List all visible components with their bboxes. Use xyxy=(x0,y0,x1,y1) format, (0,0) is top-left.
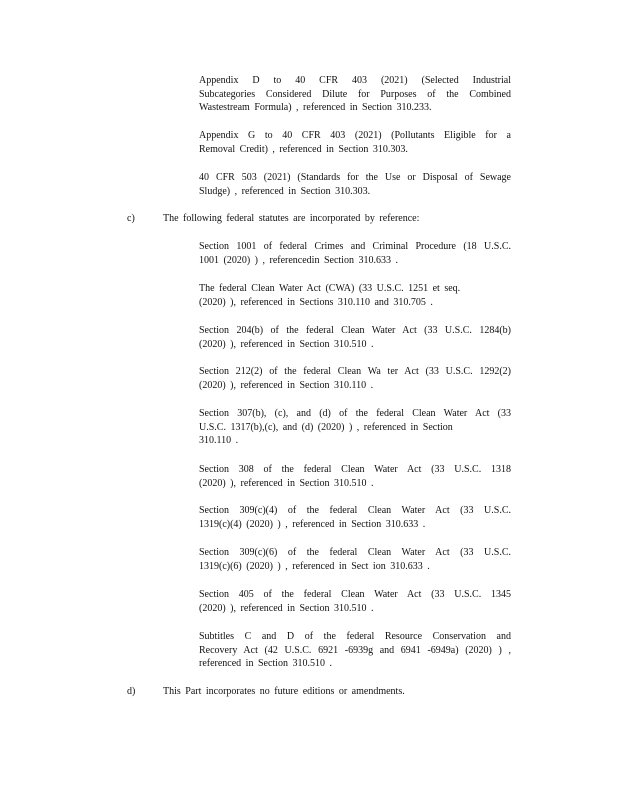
entry-line: (2020) ), referenced in Section 310.510 . xyxy=(199,338,374,350)
entry-line: 1001 (2020) ) , referencedin Section 310.633 . xyxy=(199,254,398,266)
statute-entry-308 xyxy=(199,463,511,490)
entry-line: 40 CFR 503 (2021) (Standards for the Use or Disposal of Sewage xyxy=(199,172,511,183)
part-503-entry xyxy=(199,171,511,198)
entry-line: Subcategories Considered Dilute for Purposes of the Combined xyxy=(199,88,511,100)
entry-line: referenced in Section 310.510 . xyxy=(199,658,332,669)
entry-line: (2020) ), referenced in Section 310.510 . xyxy=(199,602,374,614)
statute-entry-cwa xyxy=(199,282,511,309)
statute-entry-309c6 xyxy=(199,546,511,573)
appendix-g-entry xyxy=(199,129,511,156)
entry-line: 1319(c)(4) (2020) ) , referenced in Section 310.633 . xyxy=(199,518,426,530)
entry-line: (2020) ), referenced in Section 310.510 . xyxy=(199,477,374,489)
entry-line: Section 309(c)(6) of the federal Clean Water Act (33 U.S.C. xyxy=(199,547,511,558)
statute-entry-309c4 xyxy=(199,504,511,531)
entry-line: Removal Credit) , referenced in Section 310.303. xyxy=(199,143,408,155)
entry-line: Section 204(b) of the federal Clean Water Act (33 U.S.C. 1284(b) xyxy=(199,325,511,336)
statute-entry-212-2 xyxy=(199,365,511,392)
entry-line: Recovery Act (42 U.S.C. 6921 -6939g and 6941 -6949a) (2020) ) , xyxy=(199,644,511,656)
statute-entry-204b xyxy=(199,324,511,351)
entry-line: Subtitles C and D of the federal Resource Conservation and xyxy=(199,631,511,642)
entry-line: (2020) ), referenced in Section 310.110 . xyxy=(199,379,374,391)
entry-line: Section 405 of the federal Clean Water Act (33 U.S.C. 1345 xyxy=(199,589,511,600)
statute-entry-405 xyxy=(199,588,511,615)
entry-line: U.S.C. 1317(b),(c), and (d) (2020) ) , referenced in Section xyxy=(199,421,453,433)
statute-entry-rcra xyxy=(199,630,511,671)
entry-line: 310.110 . xyxy=(199,435,239,446)
subsection-d-text: This Part incorporates no future editions or amendments. xyxy=(163,686,405,697)
statute-entry-crimes-procedure xyxy=(199,240,511,267)
subsection-c-intro: The following federal statutes are incorporated by reference: xyxy=(163,213,420,224)
subsection-d-marker: d) xyxy=(127,686,136,697)
entry-line: 1319(c)(6) (2020) ) , referenced in Sect ion 310.633 . xyxy=(199,560,430,572)
subsection-c-marker: c) xyxy=(127,213,135,224)
entry-line: Section 307(b), (c), and (d) of the federal Clean Water Act (33 xyxy=(199,408,511,419)
entry-line: Section 309(c)(4) of the federal Clean Water Act (33 U.S.C. xyxy=(199,505,511,516)
statute-entry-307 xyxy=(199,407,511,448)
entry-line: Appendix G to 40 CFR 403 (2021) (Pollutants Eligible for a xyxy=(199,130,511,141)
entry-line: Section 308 of the federal Clean Water Act (33 U.S.C. 1318 xyxy=(199,464,511,475)
entry-line: (2020) ), referenced in Sections 310.110 and 310.705 . xyxy=(199,296,433,308)
entry-line: The federal Clean Water Act (CWA) (33 U.S.C. 1251 et seq. xyxy=(199,283,461,294)
entry-line: Sludge) , referenced in Section 310.303. xyxy=(199,185,371,197)
entry-line: Appendix D to 40 CFR 403 (2021) (Selected Industrial xyxy=(199,75,511,86)
entry-line: Wastestream Formula) , referenced in Section 310.233. xyxy=(199,102,432,113)
appendix-d-entry xyxy=(199,74,511,115)
entry-line: Section 212(2) of the federal Clean Wa ter Act (33 U.S.C. 1292(2) xyxy=(199,366,511,377)
entry-line: Section 1001 of federal Crimes and Criminal Procedure (18 U.S.C. xyxy=(199,241,511,252)
